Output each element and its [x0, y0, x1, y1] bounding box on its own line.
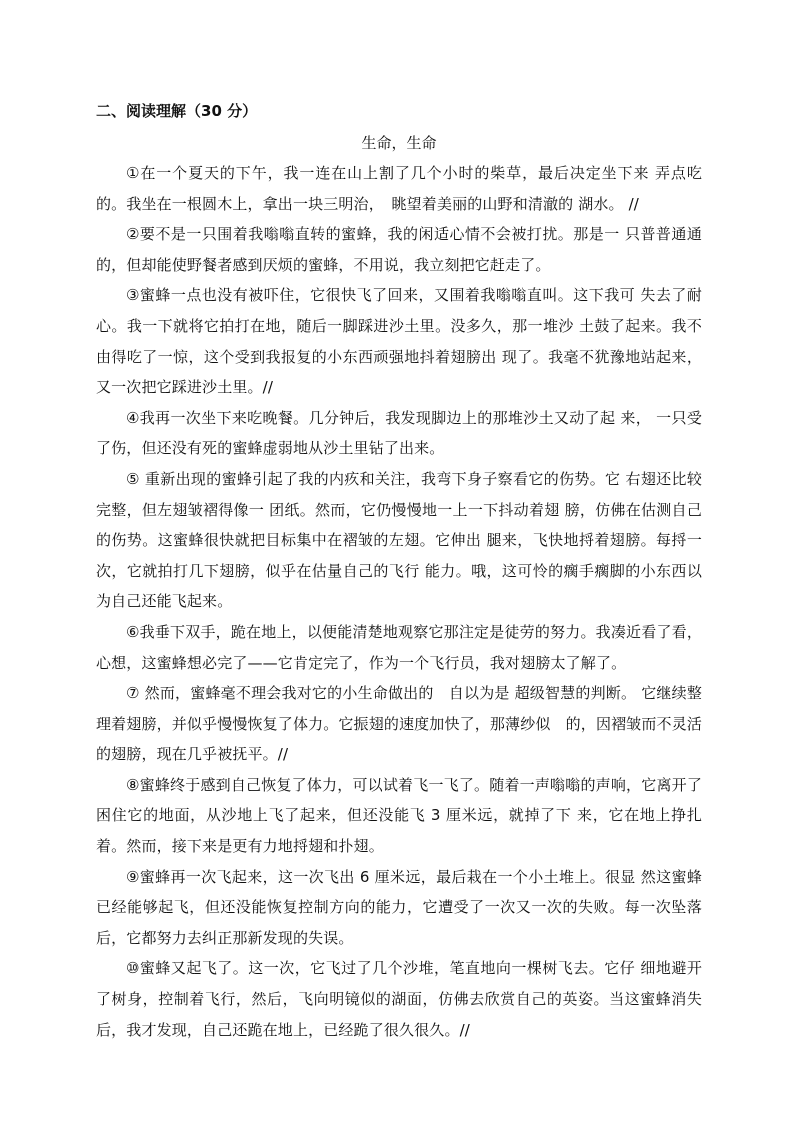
paragraph-1: ①在一个夏天的下午，我一连在山上割了几个小时的柴草，最后决定坐下来 弄点吃的。我坐在一根圆木上，拿出一块三明治， 眺望着美丽的山野和清澈的 湖水。 // [96, 164, 702, 213]
paragraph-4: ④我再一次坐下来吃晚餐。几分钟后，我发现脚边上的那堆沙土又动了起 来， 一只受了伤，但还没有死的蜜蜂虚弱地从沙土里钻了出来。 [96, 408, 702, 458]
paragraph-2: ②要不是一只围着我嗡嗡直转的蜜蜂，我的闲适心情不会被打扰。那是一 只普普通通的，但却能使野餐者感到厌烦的蜜蜂，不用说，我立刻把它赶走了。 [96, 225, 702, 274]
paragraph-6: ⑥我垂下双手，跪在地上，以便能清楚地观察它那注定是徒劳的努力。我凑近看了看，心想，这蜜蜂想必完了——它肯定完了，作为一个飞行员，我对翅膀太了解了。 [96, 622, 702, 672]
paragraph-10: ⑩蜜蜂又起飞了。这一次，它飞过了几个沙堆，笔直地向一棵树飞去。它仔 细地避开了树身，控制着飞行，然后，飞向明镜似的湖面，仿佛去欣赏自己的英姿。当这蜜蜂消失后，我才发现，自己还跪在地上，已经跪了很久很久。// [96, 959, 702, 1039]
paragraph-5: ⑤ 重新出现的蜜蜂引起了我的内疚和关注，我弯下身子察看它的伤势。它 右翅还比较完整，但左翅皱褶得像一 团纸。然而，它仍慢慢地一上一下抖动着翅 膀，仿佛在估测自己的伤势。这蜜蜂很快就把目标集中在褶皱的左翅。它伸出 腿来，飞快地捋着翅膀。每捋一次，它就拍打几下翅膀，似乎在估量自己的飞行 能力。哦，这可怜的瘸手瘸脚的小东西以为自己还能飞起来。 [96, 469, 702, 611]
paragraph-7: ⑦ 然而，蜜蜂毫不理会我对它的小生命做出的 自以为是 超级智慧的判断。 它继续整理着翅膀，并似乎慢慢恢复了体力。它振翅的速度加快了，那薄纱似 的，因褶皱而不灵活的翅膀，现在几乎被抚平。// [96, 684, 703, 764]
paragraph-8: ⑧蜜蜂终于感到自己恢复了体力，可以试着飞一飞了。随着一声嗡嗡的声响，它离开了困住它的地面，从沙地上飞了起来，但还没能飞 3 厘米远，就掉了下 来，它在地上挣扎着。然而，接下来是更有力地捋翅和扑翅。 [96, 775, 702, 856]
paragraph-9: ⑨蜜蜂再一次飞起来，这一次飞出 6 厘米远，最后栽在一个小土堆上。很显 然这蜜蜂已经能够起飞，但还没能恢复控制方向的能力，它遭受了一次又一次的失败。每一次坠落后，它都努力去纠正那新发现的失误。 [96, 867, 702, 947]
section-heading: 二、阅读理解（30 分） [96, 102, 258, 120]
document-page [96, 98, 702, 1045]
article-title: 生命，生命 [361, 134, 437, 152]
paragraph-3: ③蜜蜂一点也没有被吓住，它很快飞了回来，又围着我嗡嗡直叫。这下我可 失去了耐心。我一下就将它拍打在地，随后一脚踩进沙土里。没多久，那一堆沙 土鼓了起来。我不由得吃了一惊，这个受到我报复的小东西顽强地抖着翅膀出 现了。我毫不犹豫地站起来，又一次把它踩进沙土里。// [96, 286, 702, 397]
